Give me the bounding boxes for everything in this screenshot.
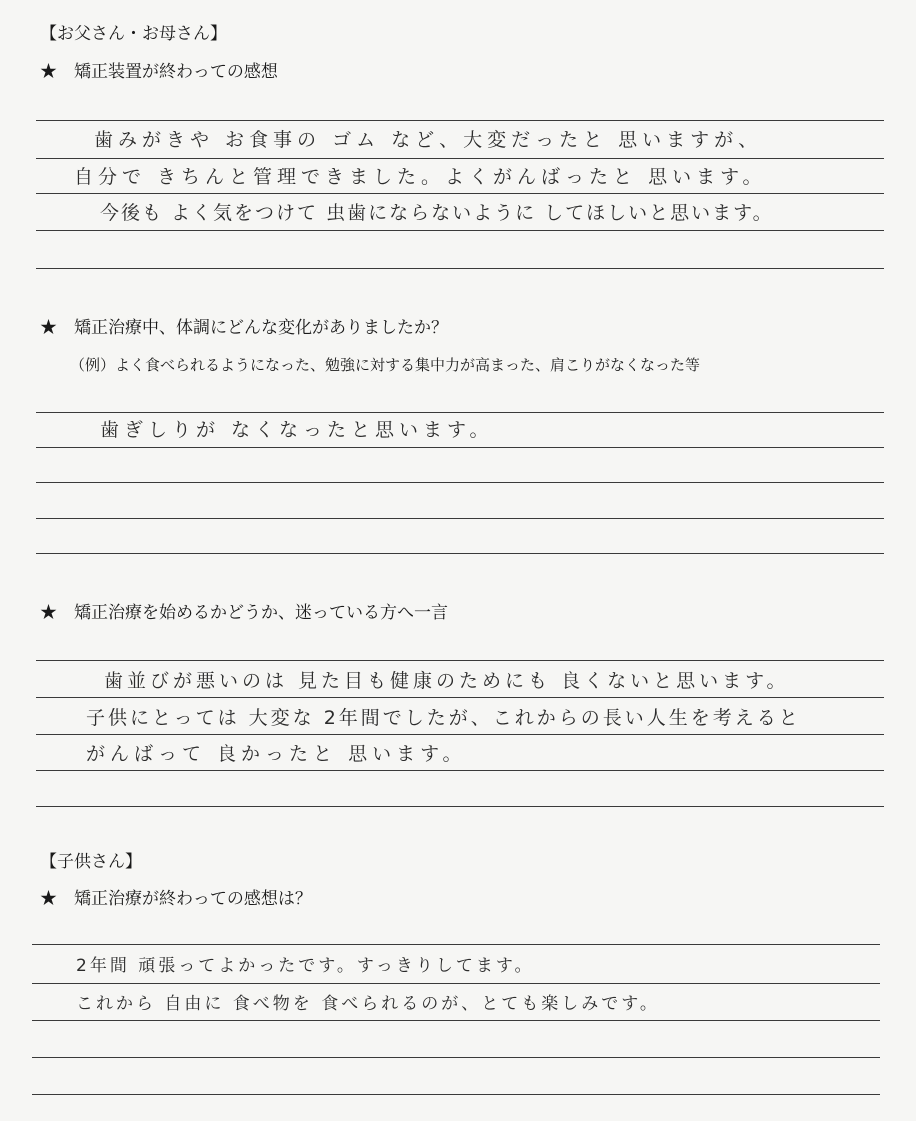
answer-3-line-1: 歯並びが悪いのは 見た目も健康のためにも 良くないと思います。: [104, 670, 790, 692]
answer-3-line-2: 子供にとっては 大変な 2年間でしたが、これからの長い人生を考えると: [86, 707, 801, 729]
answer-3-line-3: がんばって 良かったと 思います。: [86, 743, 467, 765]
answer-line: [32, 983, 880, 984]
question-1: ★ 矯正装置が終わっての感想: [40, 62, 278, 82]
answer-line: [36, 806, 884, 807]
answer-1-line-1: 歯みがきや お食事の ゴム など、大変だったと 思いますが、: [94, 129, 763, 151]
question-3: ★ 矯正治療を始めるかどうか、迷っている方へ一言: [40, 603, 448, 623]
section-header-child: 【子供さん】: [40, 852, 142, 872]
answer-line: [36, 193, 884, 194]
answer-line: [36, 734, 884, 735]
answer-line: [36, 697, 884, 698]
answer-4-line-2: これから 自由に 食べ物を 食べられるのが、とても楽しみです。: [76, 994, 660, 1014]
answer-line: [32, 944, 880, 945]
answer-4-line-1: 2年間 頑張ってよかったです。すっきりしてます。: [76, 956, 535, 976]
answer-line: [36, 120, 884, 121]
answer-line: [36, 518, 884, 519]
answer-1-line-2: 自分で きちんと管理できました。よくがんばったと 思います。: [74, 166, 767, 188]
answer-line: [36, 660, 884, 661]
answer-line: [36, 553, 884, 554]
answer-2-line-1: 歯ぎしりが なくなったと思います。: [100, 419, 494, 441]
answer-line: [36, 770, 884, 771]
answer-line: [36, 482, 884, 483]
answer-line: [36, 230, 884, 231]
answer-line: [32, 1020, 880, 1021]
answer-line: [32, 1094, 880, 1095]
question-2-example: （例）よく食べられるようになった、勉強に対する集中力が高まった、肩こりがなくなった等: [70, 356, 701, 374]
answer-line: [36, 447, 884, 448]
question-4: ★ 矯正治療が終わっての感想は？: [40, 889, 312, 909]
section-header-parents: 【お父さん・お母さん】: [40, 24, 227, 44]
answer-line: [36, 158, 884, 159]
answer-line: [36, 412, 884, 413]
answer-line: [32, 1057, 880, 1058]
answer-line: [36, 268, 884, 269]
question-2: ★ 矯正治療中、体調にどんな変化がありましたか？: [40, 318, 448, 338]
answer-1-line-3: 今後も よく気をつけて 虫歯にならないように してほしいと思います。: [100, 202, 774, 224]
